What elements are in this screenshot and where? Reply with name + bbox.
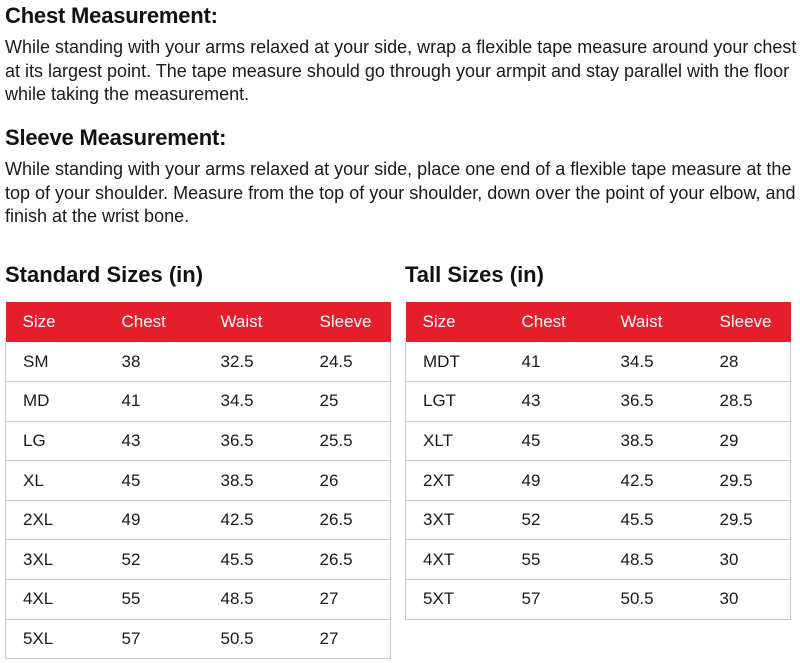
cell-size: MD (6, 382, 105, 422)
table-row (406, 540, 791, 580)
standard-sizes-table (5, 302, 391, 659)
cell-chest: 45 (121, 470, 141, 490)
cell-size: 4XL (6, 580, 105, 620)
column-header-chest: Chest (521, 312, 566, 331)
cell-sleeve: 30 (703, 580, 791, 620)
cell-chest: 49 (121, 510, 141, 530)
column-header-chest: Chest (121, 312, 166, 331)
cell-sleeve: 27 (303, 580, 391, 620)
table-row (6, 342, 391, 382)
cell-waist: 42.5 (220, 510, 254, 530)
cell-sleeve: 29 (703, 421, 791, 461)
cell-size: 5XL (6, 619, 105, 659)
cell-size: LG (6, 421, 105, 461)
cell-chest: 49 (521, 470, 541, 490)
column-header-size: Size (22, 312, 56, 331)
cell-waist: 36.5 (620, 391, 654, 411)
cell-waist: 34.5 (620, 351, 654, 371)
cell-waist: 50.5 (220, 628, 254, 648)
cell-chest: 57 (521, 589, 541, 609)
cell-size: MDT (406, 342, 505, 382)
cell-size: 2XT (406, 461, 505, 501)
table-row (406, 382, 791, 422)
table-row (6, 500, 391, 540)
column-header-size: Size (422, 312, 456, 331)
cell-size: 4XT (406, 540, 505, 580)
cell-sleeve: 28.5 (703, 382, 791, 422)
cell-size: 5XT (406, 580, 505, 620)
cell-waist: 42.5 (620, 470, 654, 490)
cell-sleeve: 25 (303, 382, 391, 422)
cell-chest: 57 (121, 628, 141, 648)
cell-size: 2XL (6, 500, 105, 540)
cell-waist: 38.5 (220, 470, 254, 490)
cell-sleeve: 26.5 (303, 500, 391, 540)
cell-sleeve: 29.5 (703, 461, 791, 501)
cell-waist: 50.5 (620, 589, 654, 609)
cell-sleeve: 29.5 (703, 500, 791, 540)
cell-chest: 45 (521, 430, 541, 450)
cell-sleeve: 28 (703, 342, 791, 382)
cell-chest: 55 (121, 589, 141, 609)
cell-waist: 48.5 (220, 589, 254, 609)
cell-size: XL (6, 461, 105, 501)
tall-sizes-table (405, 302, 791, 620)
cell-size: 3XL (6, 540, 105, 580)
table-row (6, 461, 391, 501)
table-row (6, 540, 391, 580)
standard-sizes-title: Standard Sizes (in) (5, 262, 204, 287)
table-row (6, 580, 391, 620)
cell-waist: 38.5 (620, 430, 654, 450)
table-row (406, 342, 791, 382)
tall-sizes-title: Tall Sizes (in) (405, 262, 544, 287)
table-row (406, 500, 791, 540)
table-header-row (6, 302, 391, 342)
table-row (406, 461, 791, 501)
chest-measurement-title: Chest Measurement: (5, 3, 218, 28)
cell-sleeve: 24.5 (303, 342, 391, 382)
table-row (6, 619, 391, 659)
cell-sleeve: 30 (703, 540, 791, 580)
table-row (406, 421, 791, 461)
cell-waist: 36.5 (220, 430, 254, 450)
cell-waist: 48.5 (620, 549, 654, 569)
cell-waist: 34.5 (220, 391, 254, 411)
table-row (6, 382, 391, 422)
sleeve-measurement-text: While standing with your arms relaxed at your side, place one end of a flexible tape measure at the top of your shoulder. Measure from the top of your shoulder, down over the point of your elbow, and finish at the wrist bone. (5, 159, 796, 226)
cell-sleeve: 26.5 (303, 540, 391, 580)
column-header-waist: Waist (220, 312, 263, 331)
table-row (406, 580, 791, 620)
cell-sleeve: 25.5 (303, 421, 391, 461)
table-row (6, 421, 391, 461)
cell-waist: 32.5 (220, 351, 254, 371)
cell-chest: 55 (521, 549, 541, 569)
cell-chest: 52 (521, 510, 541, 530)
cell-waist: 45.5 (220, 549, 254, 569)
cell-size: LGT (406, 382, 505, 422)
column-header-waist: Waist (620, 312, 663, 331)
chest-measurement-text: While standing with your arms relaxed at your side, wrap a flexible tape measure around your chest at its largest point. The tape measure should go through your armpit and stay parallel with the floor while taking the measurement. (5, 37, 797, 104)
cell-chest: 52 (121, 549, 141, 569)
cell-chest: 43 (121, 430, 141, 450)
cell-size: XLT (406, 421, 505, 461)
cell-size: 3XT (406, 500, 505, 540)
cell-size: SM (6, 342, 105, 382)
sleeve-measurement-title: Sleeve Measurement: (5, 125, 227, 150)
cell-waist: 45.5 (620, 510, 654, 530)
column-header-sleeve: Sleeve (719, 312, 772, 331)
cell-chest: 43 (521, 391, 541, 411)
cell-sleeve: 27 (303, 619, 391, 659)
column-header-sleeve: Sleeve (319, 312, 372, 331)
table-header-row (406, 302, 791, 342)
cell-chest: 41 (121, 391, 141, 411)
cell-sleeve: 26 (303, 461, 391, 501)
cell-chest: 38 (121, 351, 141, 371)
cell-chest: 41 (521, 351, 541, 371)
